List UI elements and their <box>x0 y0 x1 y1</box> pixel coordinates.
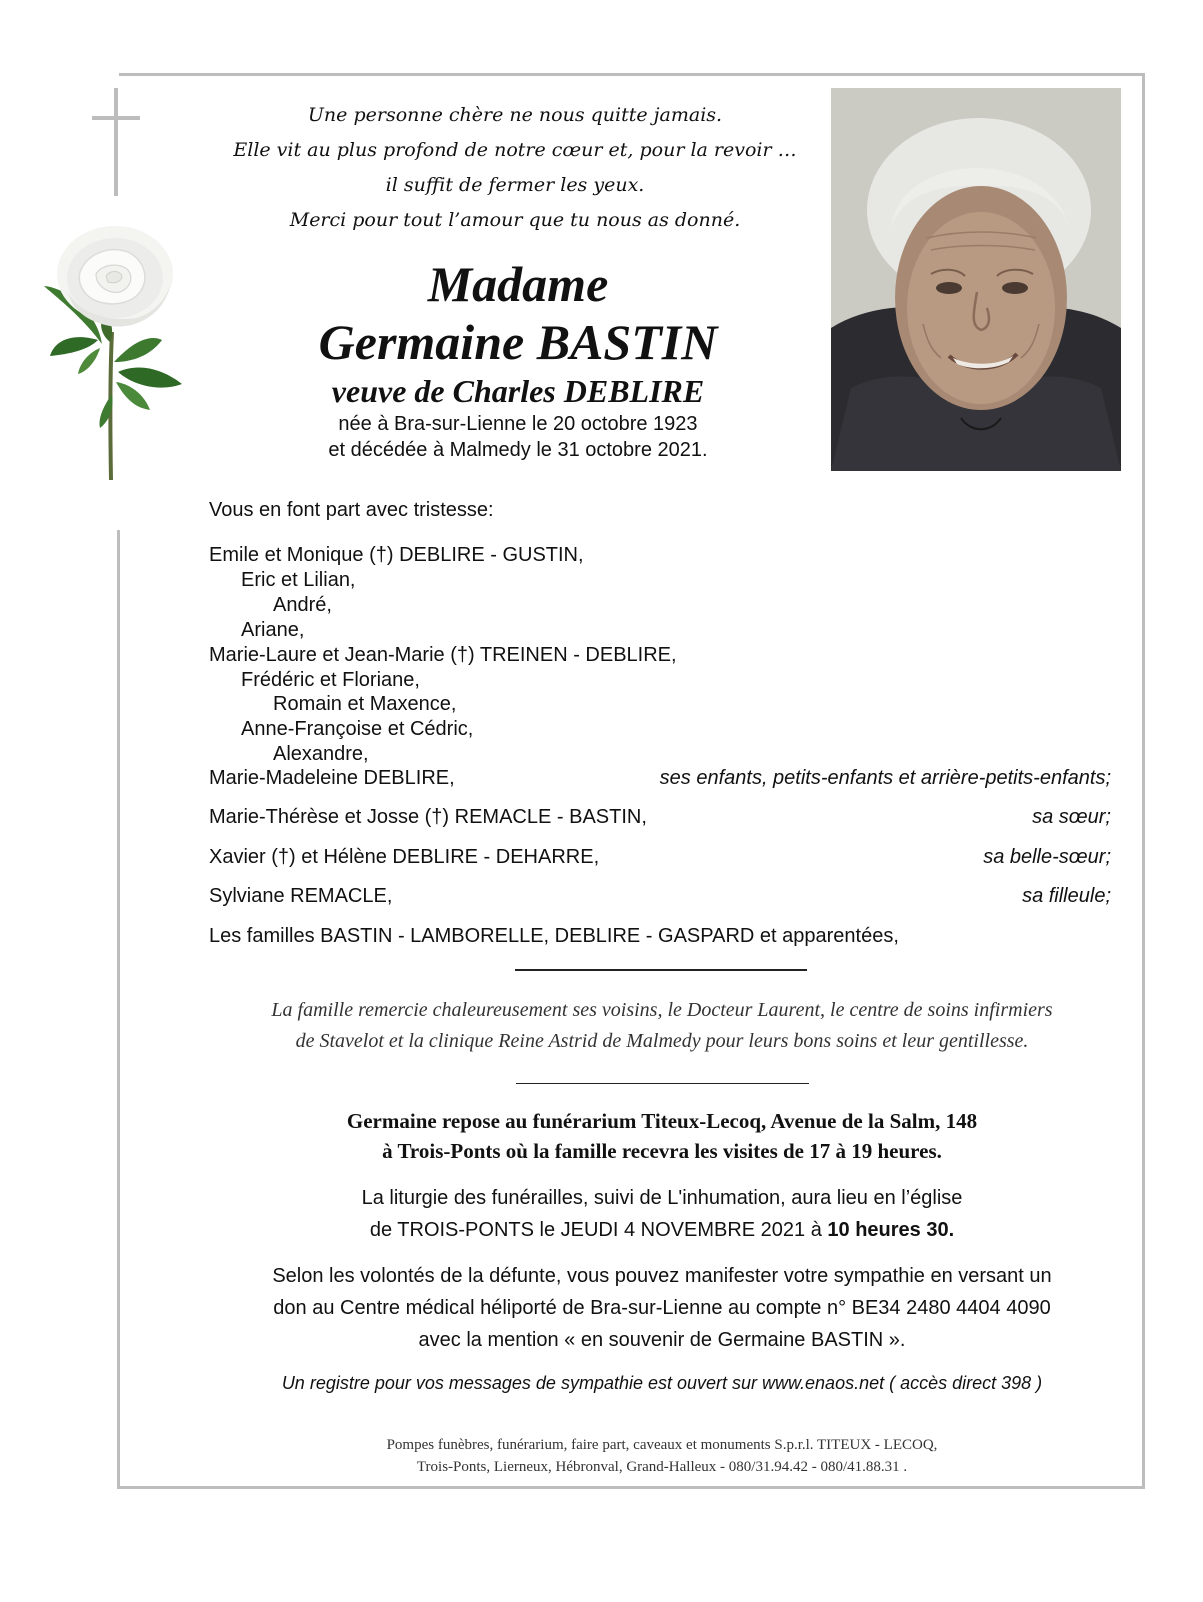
donation-line: don au Centre médical héliporté de Bra-sur-Lienne au compte n° BE34 2480 4404 4090 <box>273 1297 1051 1319</box>
family-line: Alexandre, <box>273 743 369 765</box>
relation-goddaughter: sa filleule; <box>1022 885 1111 907</box>
deceased-name: Germaine BASTIN <box>318 314 718 370</box>
frame-left-border <box>117 530 120 1489</box>
family-line: Marie-Laure et Jean-Marie (†) TREINEN - DEBLIRE, <box>209 644 677 666</box>
portrait-photo <box>831 88 1121 471</box>
frame-top-border <box>119 73 1145 76</box>
white-rose-icon <box>40 222 190 484</box>
poem-line: il suffit de fermer les yeux. <box>385 174 645 196</box>
death-line: et décédée à Malmedy le 31 octobre 2021. <box>328 439 708 461</box>
liturgy-line: La liturgie des funérailles, suivi de L'inhumation, aura lieu en l’église <box>361 1187 963 1209</box>
funeral-home-footer <box>160 1434 1164 1478</box>
family-line-sister-in-law: Xavier (†) et Hélène DEBLIRE - DEHARRE, <box>209 846 600 868</box>
liturgy-line <box>160 1214 1164 1246</box>
liturgy-time: 10 heures 30. <box>827 1219 955 1241</box>
repose-line: Germaine repose au funérarium Titeux-Lecoq, Avenue de la Salm, 148 <box>346 1109 978 1133</box>
family-line: Emile et Monique (†) DEBLIRE - GUSTIN, <box>209 544 584 566</box>
donation-line: avec la mention « en souvenir de Germaine BASTIN ». <box>418 1329 906 1351</box>
birth-line: née à Bra-sur-Lienne le 20 octobre 1923 <box>338 413 698 435</box>
footer-line: Pompes funèbres, funérarium, faire part, caveaux et monuments S.p.r.l. TITEUX - LECOQ, <box>386 1437 938 1453</box>
opening-poem <box>205 98 825 238</box>
family-line-goddaughter: Sylviane REMACLE, <box>209 885 393 907</box>
thanks-line: de Stavelot et la clinique Reine Astrid de Malmedy pour leurs bons soins et leur gentillesse. <box>295 1030 1029 1052</box>
family-line: Romain et Maxence, <box>273 693 457 715</box>
deceased-dates <box>220 411 816 463</box>
cross-vertical-bar <box>114 88 118 196</box>
frame-bottom-border <box>119 1486 1145 1489</box>
liturgy-paragraph <box>160 1182 1164 1246</box>
poem-line: Merci pour tout l’amour que tu nous as donné. <box>289 209 741 231</box>
family-line-sister: Marie-Thérèse et Josse (†) REMACLE - BASTIN, <box>209 806 647 828</box>
relation-sister: sa sœur; <box>1032 806 1111 828</box>
deceased-title: Madame <box>427 256 609 312</box>
thanks-line: La famille remercie chaleureusement ses voisins, le Docteur Laurent, le centre de soins infirmiers <box>271 999 1053 1021</box>
poem-line: Une personne chère ne nous quitte jamais. <box>307 104 723 126</box>
cross-horizontal-bar <box>92 116 140 120</box>
family-line-families: Les familles BASTIN - LAMBORELLE, DEBLIRE - GASPARD et apparentées, <box>209 925 899 947</box>
registry-notice: Un registre pour vos messages de sympathie est ouvert sur www.enaos.net ( accès direct 398 ) <box>281 1373 1043 1393</box>
liturgy-date: de TROIS-PONTS le JEUDI 4 NOVEMBRE 2021 à <box>369 1219 828 1241</box>
thanks-paragraph <box>160 995 1164 1057</box>
donation-line: Selon les volontés de la défunte, vous pouvez manifester votre sympathie en versant un <box>272 1265 1052 1287</box>
family-line: Ariane, <box>241 619 305 641</box>
family-intro: Vous en font part avec tristesse: <box>209 499 494 521</box>
family-line: André, <box>273 594 332 616</box>
relation-sister-in-law: sa belle-sœur; <box>983 846 1111 868</box>
footer-line: Trois-Ponts, Lierneux, Hébronval, Grand-Halleux - 080/31.94.42 - 080/41.88.31 . <box>416 1459 908 1475</box>
relation-children: ses enfants, petits-enfants et arrière-petits-enfants; <box>659 767 1111 789</box>
poem-line: Elle vit au plus profond de notre cœur et, pour la revoir … <box>233 139 797 161</box>
repose-line: à Trois-Ponts où la famille recevra les visites de 17 à 19 heures. <box>382 1139 942 1163</box>
family-line: Anne-Françoise et Cédric, <box>241 718 474 740</box>
family-line: Eric et Lilian, <box>241 569 356 591</box>
divider <box>515 969 807 971</box>
family-line: Frédéric et Floriane, <box>241 669 420 691</box>
repose-paragraph <box>160 1106 1164 1166</box>
donation-paragraph <box>160 1260 1164 1356</box>
deceased-widow-of: veuve de Charles DEBLIRE <box>331 373 705 409</box>
divider <box>516 1083 809 1084</box>
family-line: Marie-Madeleine DEBLIRE, <box>209 767 455 789</box>
